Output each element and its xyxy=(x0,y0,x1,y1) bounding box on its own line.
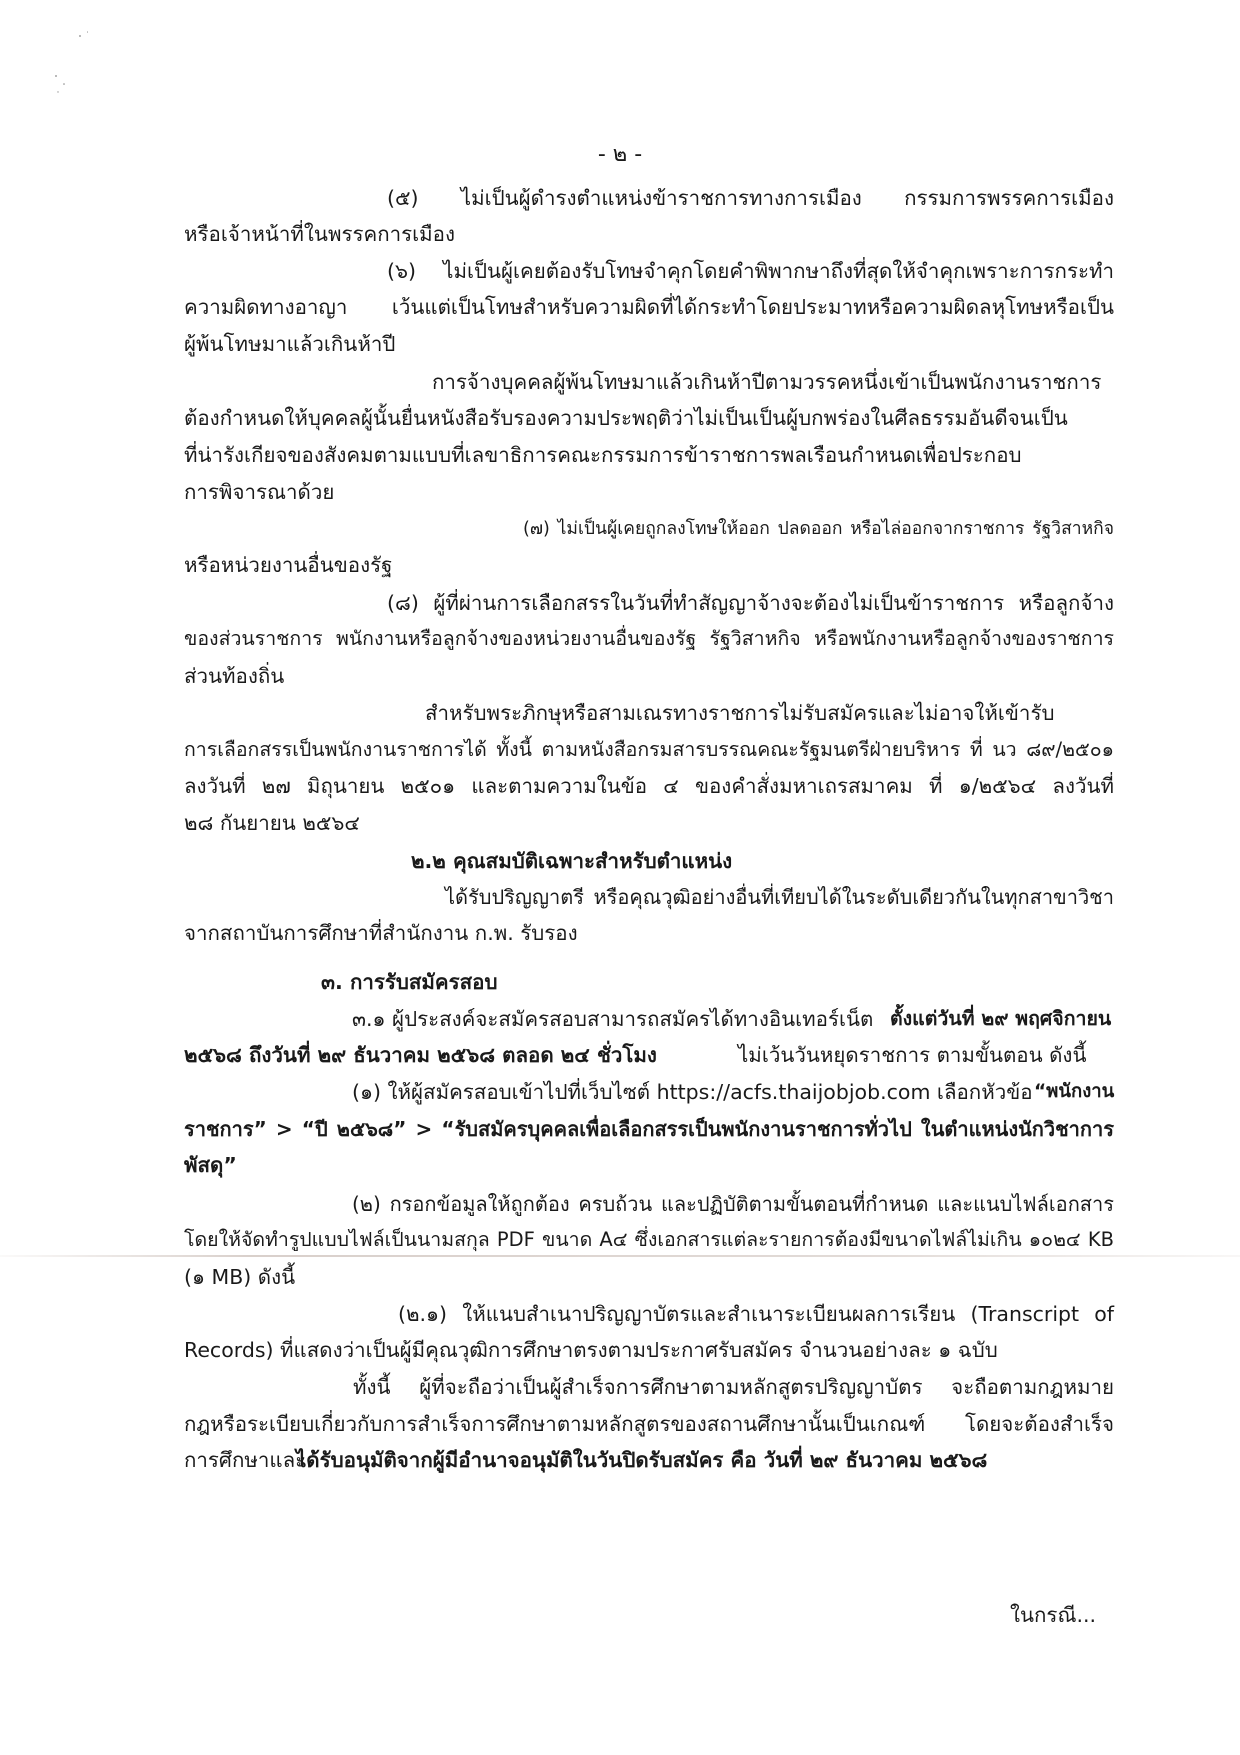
text-line: ไม่เว้นวันหยุดราชการ ตามขั้นตอน ดังนี้ xyxy=(738,1043,1087,1067)
text-line: (๒) กรอกข้อมูลให้ถูกต้อง ครบถ้วน และปฏิบัติตามขั้นตอนที่กำหนด และแนบไฟล์เอกสาร xyxy=(352,1192,1114,1216)
text-line: (๗) ไม่เป็นผู้เคยถูกลงโทษให้ออก ปลดออก หรือไล่ออกจากราชการ รัฐวิสาหกิจ xyxy=(523,519,1114,539)
text-line: โดยให้จัดทำรูปแบบไฟล์เป็นนามสกุล PDF ขนาด A๔ ซึ่งเอกสารแต่ละรายการต้องมีขนาดไฟล์ไม่เกิน ๑๐๒๔ KB xyxy=(184,1228,1114,1251)
scan-speck-marks xyxy=(48,30,88,100)
text-line: (๑) ให้ผู้สมัครสอบเข้าไปที่เว็บไซต์ https://acfs.thaijobjob.com เลือกหัวข้อ xyxy=(352,1080,1033,1104)
text-line: จากสถาบันการศึกษาที่สำนักงาน ก.พ. รับรอง xyxy=(184,921,578,945)
text-line: การจ้างบุคคลผู้พ้นโทษมาแล้วเกินห้าปีตามวรรคหนึ่งเข้าเป็นพนักงานราชการ xyxy=(432,370,1102,394)
text-line: (๖) ไม่เป็นผู้เคยต้องรับโทษจำคุกโดยคำพิพากษาถึงที่สุดให้จำคุกเพราะการกระทำ xyxy=(387,259,1114,283)
text-line: ทั้งนี้ ผู้ที่จะถือว่าเป็นผู้สำเร็จการศึกษาตามหลักสูตรปริญญาบัตร จะถือตามกฎหมาย xyxy=(353,1375,1114,1399)
section-heading: ๒.๒ คุณสมบัติเฉพาะสำหรับตำแหน่ง xyxy=(411,849,733,873)
text-line-bold: “พนักงาน xyxy=(1034,1081,1115,1102)
text-line-bold: พัสดุ” xyxy=(184,1153,237,1177)
text-line: ผู้พ้นโทษมาแล้วเกินห้าปี xyxy=(184,332,396,356)
text-line: ลงวันที่ ๒๗ มิถุนายน ๒๕๐๑ และตามความในข้อ ๔ ของคำสั่งมหาเถรสมาคม ที่ ๑/๒๕๖๔ ลงวันที่ xyxy=(184,774,1114,798)
text-line: การพิจารณาด้วย xyxy=(184,480,335,504)
text-line: สำหรับพระภิกษุหรือสามเณรทางราชการไม่รับสมัครและไม่อาจให้เข้ารับ xyxy=(425,701,1055,725)
text-line: หรือเจ้าหน้าที่ในพรรคการเมือง xyxy=(184,222,455,246)
text-line: กฎหรือระเบียบเกี่ยวกับการสำเร็จการศึกษาตามหลักสูตรของสถานศึกษานั้นเป็นเกณฑ์ โดยจะต้องสำเร็จ xyxy=(184,1412,1114,1436)
continuation-text: ในกรณี... xyxy=(1010,1603,1097,1627)
text-line-bold: ราชการ” > “ปี ๒๕๖๘” > “รับสมัครบุคคลเพื่อเลือกสรรเป็นพนักงานราชการทั่วไป ในตำแหน่งนักวิชาการ xyxy=(184,1117,1114,1141)
text-line: (๕) ไม่เป็นผู้ดำรงตำแหน่งข้าราชการทางการเมือง กรรมการพรรคการเมือง xyxy=(387,186,1114,210)
text-line: ต้องกำหนดให้บุคคลผู้นั้นยื่นหนังสือรับรองความประพฤติว่าไม่เป็นเป็นผู้บกพร่องในศีลธรรมอันดีจนเป็น xyxy=(184,406,1068,430)
text-line: การศึกษาและ xyxy=(184,1448,307,1472)
text-line: ได้รับปริญญาตรี หรือคุณวุฒิอย่างอื่นที่เทียบได้ในระดับเดียวกันในทุกสาขาวิชา xyxy=(445,885,1114,909)
text-line: ๓.๑ ผู้ประสงค์จะสมัครสอบสามารถสมัครได้ทางอินเทอร์เน็ต xyxy=(352,1007,874,1031)
text-line: (๒.๑) ให้แนบสำเนาปริญญาบัตรและสำเนาระเบียนผลการเรียน (Transcript of xyxy=(398,1302,1114,1326)
text-line: หรือหน่วยงานอื่นของรัฐ xyxy=(184,553,393,577)
text-line: ความผิดทางอาญา เว้นแต่เป็นโทษสำหรับความผิดที่ได้กระทำโดยประมาทหรือความผิดลหุโทษหรือเป็น xyxy=(184,295,1114,319)
page-number: - ๒ - xyxy=(597,142,643,167)
text-line: การเลือกสรรเป็นพนักงานราชการได้ ทั้งนี้ ตามหนังสือกรมสารบรรณคณะรัฐมนตรีฝ่ายบริหาร ที่ นว ๘๙/๒๕๐๑ xyxy=(184,738,1114,761)
text-line: ที่น่ารังเกียจของสังคมตามแบบที่เลขาธิการคณะกรรมการข้าราชการพลเรือนกำหนดเพื่อประกอบ xyxy=(184,443,1022,467)
text-line: ส่วนท้องถิ่น xyxy=(184,664,285,688)
text-line-bold: ตั้งแต่วันที่ ๒๙ พฤศจิกายน xyxy=(890,1007,1112,1030)
text-line: (๑ MB) ดังนี้ xyxy=(184,1265,296,1289)
text-line: ๒๘ กันยายน ๒๕๖๔ xyxy=(184,811,360,835)
text-line: (๘) ผู้ที่ผ่านการเลือกสรรในวันที่ทำสัญญาจ้างจะต้องไม่เป็นข้าราชการ หรือลูกจ้าง xyxy=(387,591,1114,615)
scan-fold-line xyxy=(0,1255,1240,1257)
text-line-bold: ๒๕๖๘ ถึงวันที่ ๒๙ ธันวาคม ๒๕๖๘ ตลอด ๒๔ ชั่วโมง xyxy=(184,1043,657,1067)
text-line: Records) ที่แสดงว่าเป็นผู้มีคุณวุฒิการศึกษาตรงตามประกาศรับสมัคร จำนวนอย่างละ ๑ ฉบับ xyxy=(184,1338,998,1362)
text-line: ของส่วนราชการ พนักงานหรือลูกจ้างของหน่วยงานอื่นของรัฐ รัฐวิสาหกิจ หรือพนักงานหรือลูกจ้างของราชการ xyxy=(184,627,1114,650)
section-heading: ๓. การรับสมัครสอบ xyxy=(321,970,498,994)
text-line-bold: ได้รับอนุมัติจากผู้มีอำนาจอนุมัติในวันปิดรับสมัคร คือ วันที่ ๒๙ ธันวาคม ๒๕๖๘ xyxy=(296,1448,988,1472)
